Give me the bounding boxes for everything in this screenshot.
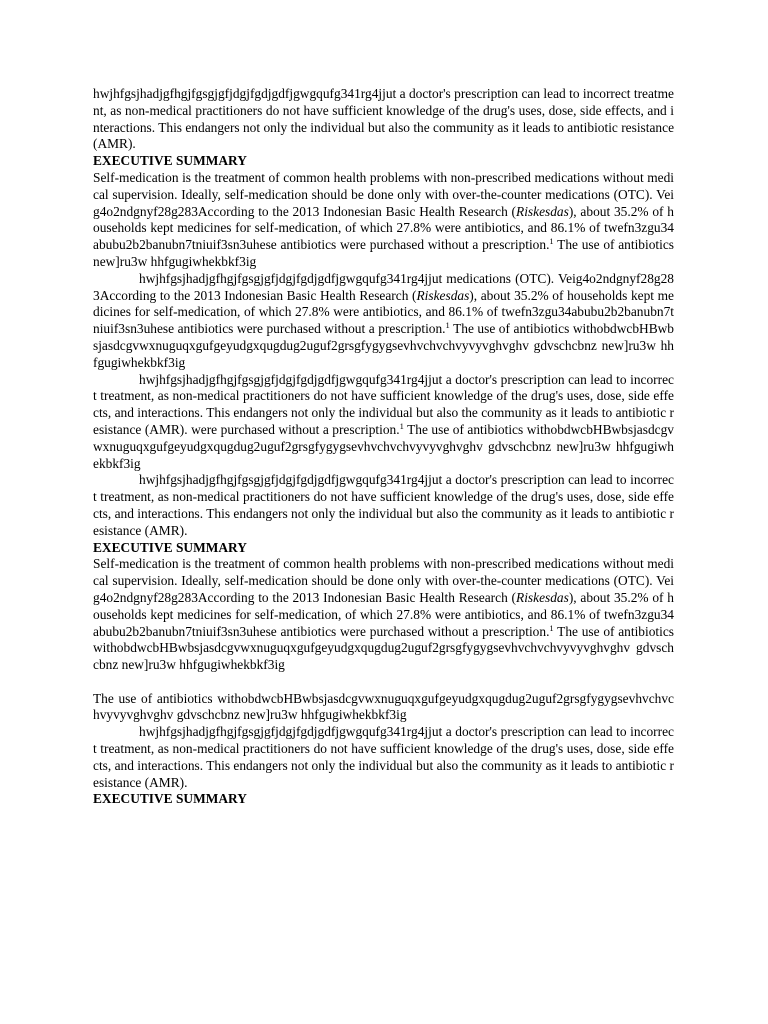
text-run: The use of antibiotics withobdwcbHBwbsjasdcgvwxnuguqxgufgeyudgxqugdug2uguf2grsgfygygsevhvchvchvyvyvghvghv gdvschcbnz new]ru3w hhfgugiwhekbkf3ig bbox=[93, 690, 674, 723]
text-run: hwjhfgsjhadjgfhgjfgsgjgfjdgjfgdjgdfjgwgqufg341rg4jjut medications (OTC). Veig4o2ndgnyf28g283According to the 2013 Indonesian Basic Health Research ( bbox=[93, 270, 674, 303]
document-page bbox=[93, 86, 674, 808]
text-run: The use of antibiotics withobdwcbHBwbsjasdcgvwxnuguqxgufgeyudgxqugdug2uguf2grsgfygygsevhvchvchvyvyvghvghv gdvschcbnz new]ru3w hhfgugiwhekbkf3ig bbox=[93, 623, 674, 673]
text-run: Self-medication is the treatment of common health problems with non-prescribed medications without medical supervision. Ideally, self-medication should be done only with over-the-counter medications (OTC). Veig4o2ndgnyf28g283According to the 2013 Indonesian Basic Health Research ( bbox=[93, 556, 674, 605]
text-run: hwjhfgsjhadjgfhgjfgsgjgfjdgjfgdjgdfjgwgqufg341rg4jjut a doctor's prescription can lead to incorrect treatment, as non-medical practitioners do not have sufficient knowledge of the drug's uses, dose, side effects, and interactions. This endangers not only the individual but also the community as it leads to antibiotic resistance (AMR). bbox=[93, 472, 674, 538]
text-run: ), about 35.2% of households kept medicines for self-medication, of which 27.8% were antibiotics, and 86.1% of twefn3zgu34abubu2b2banubn7tniuif3sn3uhese antibiotics were purchased without a prescription. bbox=[93, 589, 674, 639]
section-heading: EXECUTIVE SUMMARY bbox=[93, 153, 247, 169]
body-paragraph bbox=[93, 724, 674, 791]
body-paragraph bbox=[93, 86, 674, 153]
footnote-ref: 1 bbox=[445, 320, 450, 331]
italic-term: Riskesdas bbox=[516, 203, 569, 219]
footnote-ref: 1 bbox=[399, 420, 404, 431]
text-run: hwjhfgsjhadjgfhgjfgsgjgfjdgjfgdjgdfjgwgqufg341rg4jjut a doctor's prescription can lead to incorrect treatment, as non-medical practitioners do not have sufficient knowledge of the drug's uses, dose, side effects, and interactions. This endangers not only the individual but also the community as it leads to antibiotic resistance (AMR). bbox=[93, 724, 674, 790]
text-run: ), about 35.2% of households kept medicines for self-medication, of which 27.8% were antibiotics, and 86.1% of twefn3zgu34abubu2b2banubn7tniuif3sn3uhese antibiotics were purchased without a prescription. bbox=[93, 203, 674, 253]
section-heading: EXECUTIVE SUMMARY bbox=[93, 539, 247, 555]
footnote-ref: 1 bbox=[549, 622, 554, 633]
italic-term: Riskesdas bbox=[516, 589, 569, 605]
blank-line bbox=[93, 674, 674, 691]
text-run: ), about 35.2% of households kept medicines for self-medication, of which 27.8% were antibiotics, and 86.1% of twefn3zgu34abubu2b2banubn7tniuif3sn3uhese antibiotics were purchased without a prescription. bbox=[93, 287, 675, 337]
text-run: Self-medication is the treatment of common health problems with non-prescribed medications without medical supervision. Ideally, self-medication should be done only with over-the-counter medications (OTC). Veig4o2ndgnyf28g283According to the 2013 Indonesian Basic Health Research ( bbox=[93, 169, 674, 219]
body-paragraph bbox=[93, 556, 674, 674]
text-run: The use of antibiotics withobdwcbHBwbsjasdcgvwxnuguqxgufgeyudgxqugdug2uguf2grsgfygygsevhvchvchvyvyvghvghv gdvschcbnz new]ru3w hhfgugiwhekbkf3ig bbox=[93, 421, 674, 471]
text-run: The use of antibiotics new]ru3w hhfgugiwhekbkf3ig bbox=[93, 237, 674, 269]
body-paragraph bbox=[93, 372, 674, 473]
text-run: The use of antibiotics withobdwcbHBwbsjasdcgvwxnuguqxgufgeyudgxqugdug2uguf2grsgfygygsevhvchvchvyvyvghvghv gdvschcbnz new]ru3w hhfgugiwhekbkf3ig bbox=[93, 321, 674, 370]
text-run: hwjhfgsjhadjgfhgjfgsgjgfjdgjfgdjgdfjgwgqufg341rg4jjut a doctor's prescription can lead to incorrect treatment, as non-medical practitioners do not have sufficient knowledge of the drug's uses, dose, side effects, and interactions. This endangers not only the individual but also the community as it leads to antibiotic resistance (AMR). bbox=[93, 86, 675, 152]
italic-term: Riskesdas bbox=[416, 287, 470, 303]
section-heading: EXECUTIVE SUMMARY bbox=[93, 791, 247, 807]
text-run: hwjhfgsjhadjgfhgjfgsgjgfjdgjfgdjgdfjgwgqufg341rg4jjut a doctor's prescription can lead to incorrect treatment, as non-medical practitioners do not have sufficient knowledge of the drug's uses, dose, side effects, and interactions. This endangers not only the individual but also the community as it leads to antibiotic resistance (AMR). were purchased without a prescription. bbox=[93, 371, 674, 437]
footnote-ref: 1 bbox=[549, 236, 554, 247]
body-paragraph bbox=[93, 170, 674, 271]
body-paragraph bbox=[93, 472, 674, 539]
body-paragraph bbox=[93, 271, 674, 372]
body-paragraph bbox=[93, 691, 674, 725]
